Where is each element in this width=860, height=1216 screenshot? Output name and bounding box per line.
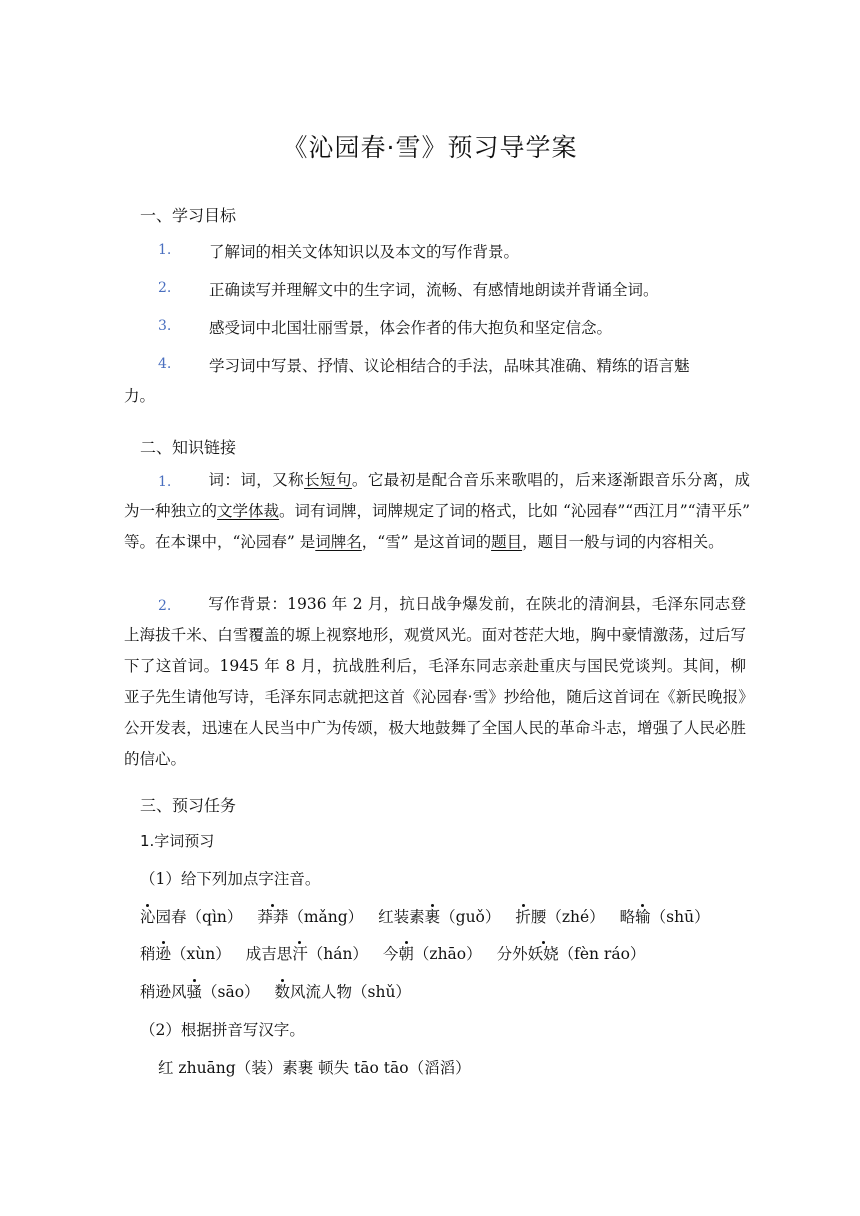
word-item: 成吉思汗（hán） — [245, 945, 368, 963]
goal-item-2: 正确读写并理解文中的生字词，流畅、有感情地朗读并背诵全词。 — [209, 281, 659, 299]
word-item: 沁园春（qìn） — [140, 908, 243, 926]
word-item: 稍逊（xùn） — [140, 945, 231, 963]
section-heading-goals: 一、学习目标 — [140, 206, 237, 225]
term-changduanju: 长短句 — [304, 471, 352, 489]
question-write-characters: （2）根据拼音写汉字。 — [140, 1021, 305, 1039]
knowledge-number-1: 1. — [158, 474, 172, 490]
goal-number-1: 1. — [158, 242, 172, 258]
term-cipaiming: 词牌名 — [315, 533, 362, 551]
goal-item-1: 了解词的相关文体知识以及本文的写作背景。 — [209, 243, 520, 261]
word-item: 莽莽（mǎng） — [257, 908, 364, 926]
goal-item-4-line2: 力。 — [124, 387, 156, 405]
goal-item-3: 感受词中北国壮丽雪景，体会作者的伟大抱负和坚定信念。 — [209, 319, 613, 337]
goal-number-2: 2. — [158, 280, 172, 296]
goal-number-3: 3. — [158, 318, 172, 334]
word-item: 红装素裹（guǒ） — [378, 908, 501, 926]
goal-item-4-line1: 学习词中写景、抒情、议论相结合的手法，品味其准确、精练的语言魅 — [209, 357, 690, 375]
answer-line: 红 zhuāng（装）素裹 顿失 tāo tāo（滔滔） — [158, 1059, 471, 1077]
pinyin-row-2 — [140, 942, 645, 964]
knowledge-item-ci: 词：词，又称长短句。它最初是配合音乐来歌唱的，后来逐渐跟音乐分离，成为一种独立的文学体裁。词有词牌，词牌规定了词的格式，比如 “沁园春”“西江月”“清平乐” 等。在本课中，“沁园春” 是词牌名，“雪” 是这首词的题目，题目一般与词的内容相关。 — [124, 471, 751, 551]
section-heading-knowledge: 二、知识链接 — [140, 438, 237, 457]
pinyin-row-1 — [140, 905, 710, 927]
knowledge-number-2: 2. — [158, 598, 172, 614]
term-timu: 题目 — [491, 533, 523, 551]
word-item: 略输（shū） — [619, 908, 710, 926]
goal-number-4: 4. — [158, 356, 172, 372]
knowledge-item-background: 写作背景：1936 年 2 月，抗日战争爆发前，在陕北的清涧县，毛泽东同志登上海拔千米、白雪覆盖的塬上视察地形，观赏风光。面对苍茫大地，胸中豪情激荡，过后写下了这首词。1945 年 8 月，抗战胜利后，毛泽东同志亲赴重庆与国民党谈判。其间，柳亚子先生请他写诗，毛泽东同志就把这首《沁园春·雪》抄给他，随后这首词在《新民晚报》公开发表，迅速在人民当中广为传颂，极大地鼓舞了全国人民的革命斗志，增强了人民必胜的信心。 — [124, 595, 746, 768]
task-subheading-words: 1.字词预习 — [140, 832, 215, 850]
word-item: 数风流人物（shǔ） — [274, 983, 411, 1001]
question-pinyin: （1）给下列加点字注音。 — [140, 870, 321, 888]
pinyin-row-3 — [140, 980, 411, 1002]
word-item: 稍逊风骚（sāo） — [140, 983, 260, 1001]
word-item: 分外妖娆（fèn ráo） — [496, 945, 646, 963]
word-item: 折腰（zhé） — [515, 908, 605, 926]
section-heading-tasks: 三、预习任务 — [140, 796, 237, 815]
term-wenxueticai: 文学体裁 — [217, 502, 280, 520]
word-item: 今朝（zhāo） — [382, 945, 482, 963]
page-title: 《沁园春·雪》预习导学案 — [282, 133, 578, 162]
